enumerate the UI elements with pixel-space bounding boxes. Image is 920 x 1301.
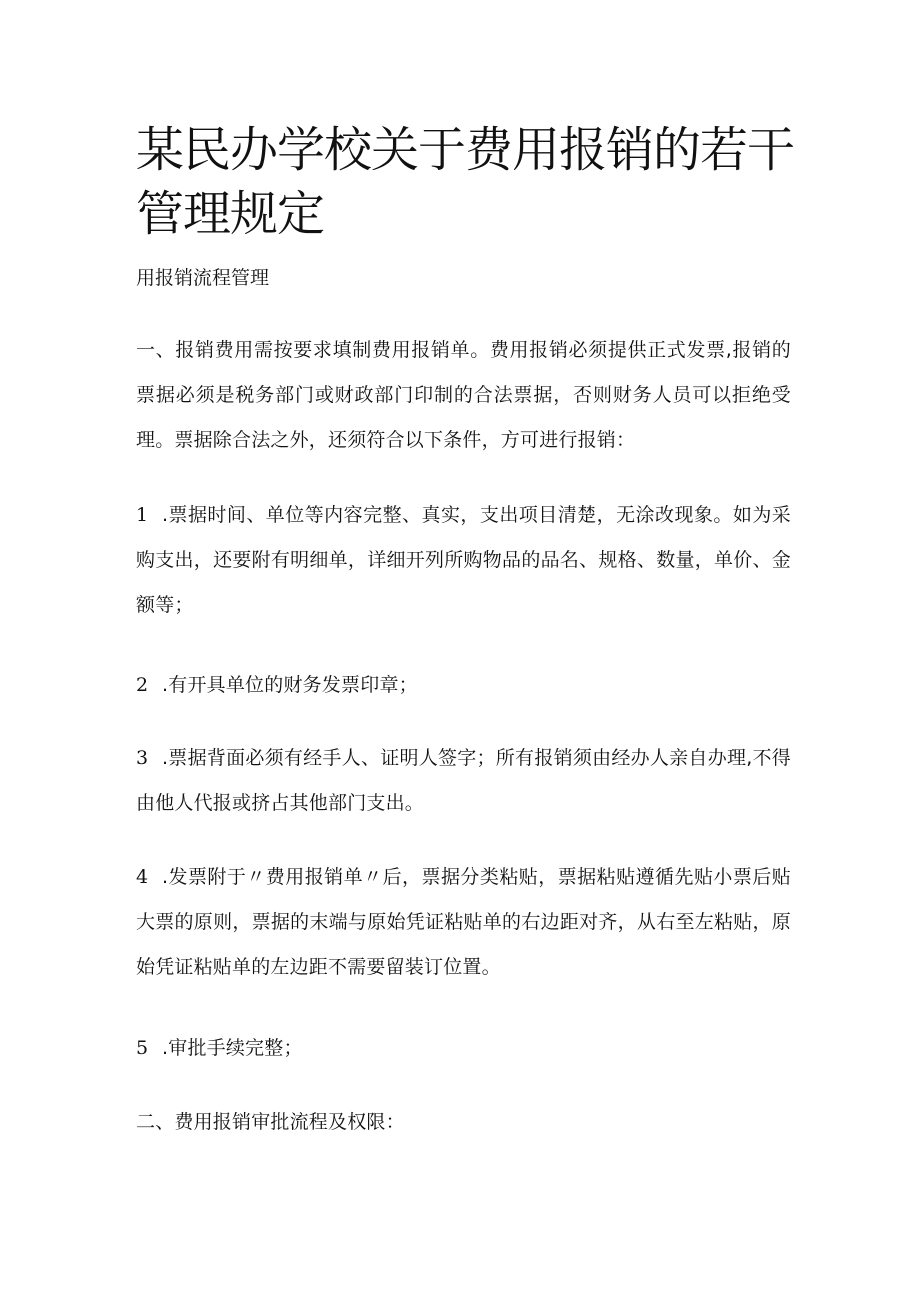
item-number: 3 xyxy=(136,747,149,769)
paragraph-section-1 xyxy=(136,328,791,463)
paragraph-item-1 xyxy=(136,493,791,628)
paragraph-text: .发票附于〃费用报销单〃后，票据分类粘贴，票据粘贴遵循先贴小票后贴大票的原则，票据的末端与原始凭证粘贴单的右边距对齐，从右至左粘贴，原始凭证粘贴单的左边距不需要留装订位置。 xyxy=(136,866,791,978)
paragraph-text: .有开具单位的财务发票印章； xyxy=(162,674,418,696)
item-number: 5 xyxy=(136,1037,149,1059)
paragraph-item-4 xyxy=(136,855,791,990)
paragraph-text: 二、费用报销审批流程及权限： xyxy=(136,1111,405,1133)
paragraph-text: .审批手续完整； xyxy=(162,1037,303,1059)
item-number: 2 xyxy=(136,674,149,696)
paragraph-item-2 xyxy=(136,663,791,708)
paragraph-section-2 xyxy=(136,1100,791,1145)
item-number: 1 xyxy=(136,504,149,526)
section-subtitle: 用报销流程管理 xyxy=(136,267,270,289)
paragraph-item-5 xyxy=(136,1026,791,1071)
paragraph-item-3 xyxy=(136,736,791,826)
paragraph-text: 一、报销费用需按要求填制费用报销单。费用报销必须提供正式发票,报销的票据必须是税务部门或财政部门印制的合法票据，否则财务人员可以拒绝受理。票据除合法之外，还须符合以下条件，方可进行报销： xyxy=(136,339,791,451)
document-title: 某民办学校关于费用报销的若干管理规定 xyxy=(136,122,795,242)
item-number: 4 xyxy=(136,866,149,888)
paragraph-text: .票据时间、单位等内容完整、真实，支出项目清楚，无涂改现象。如为采购支出，还要附有明细单，详细开列所购物品的品名、规格、数量，单价、金额等； xyxy=(136,504,791,616)
paragraph-text: .票据背面必须有经手人、证明人签字；所有报销须由经办人亲自办理,不得由他人代报或挤占其他部门支出。 xyxy=(136,747,791,814)
